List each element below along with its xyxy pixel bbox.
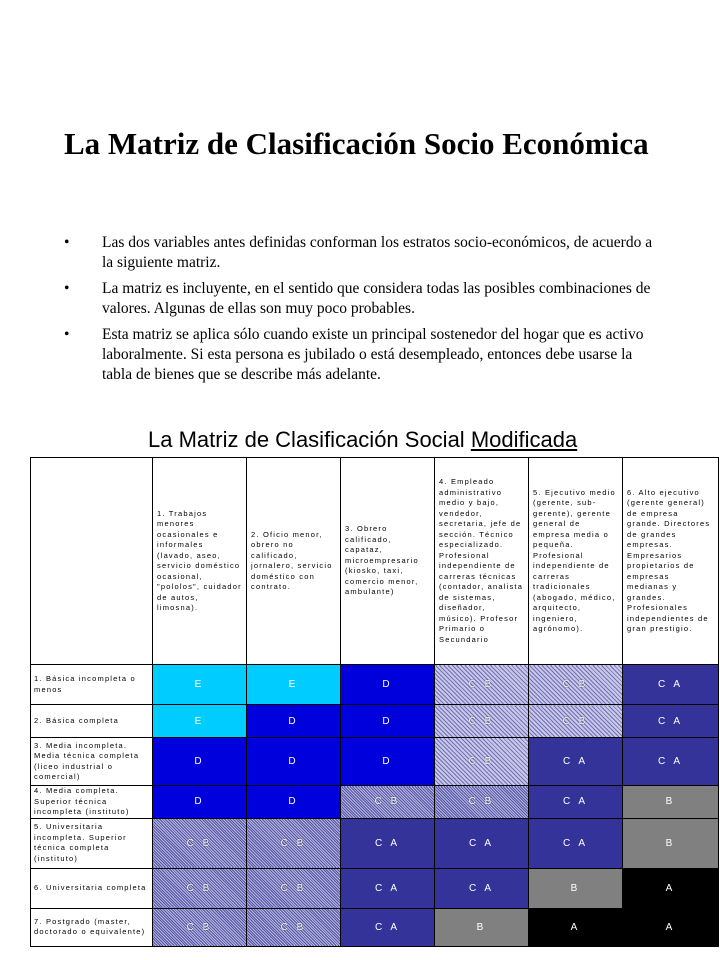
matrix-cell: C A — [529, 738, 623, 786]
matrix-header-row — [31, 458, 719, 665]
bullet-text: La matriz es incluyente, en el sentido que considera todas las posibles combinaciones de valores. Algunas de ellas son muy poco probables. — [102, 280, 651, 317]
matrix-cell: C B — [435, 665, 529, 705]
bullet-dot: • — [64, 280, 70, 297]
matrix-title-prefix: La Matriz de Clasificación Social — [148, 427, 471, 452]
occupation-header-1 — [153, 458, 247, 665]
matrix-cell: C B — [435, 738, 529, 786]
matrix-title-underlined: Modificada — [470, 427, 578, 452]
matrix-cell: C B — [435, 705, 529, 738]
matrix-cell: C A — [623, 738, 719, 786]
matrix-cell: C A — [341, 908, 435, 946]
matrix-cell: D — [153, 786, 247, 819]
bullet-item — [64, 325, 664, 385]
occupation-header-3 — [341, 458, 435, 665]
matrix-cell: C B — [247, 908, 341, 946]
matrix-cell: D — [341, 738, 435, 786]
matrix-cell: C B — [341, 786, 435, 819]
matrix-cell: C B — [247, 818, 341, 868]
matrix-cell: D — [341, 665, 435, 705]
education-row-5 — [31, 818, 719, 868]
matrix-cell: C A — [435, 818, 529, 868]
education-label: 6. Universitaria completa — [31, 868, 153, 908]
matrix-cell: C B — [529, 705, 623, 738]
matrix-cell: E — [153, 665, 247, 705]
matrix-cell: A — [623, 868, 719, 908]
education-label: 7. Postgrado (master, doctorado o equivalente) — [31, 908, 153, 946]
bullet-text: Esta matriz se aplica sólo cuando existe un principal sostenedor del hogar que es activo laboralmente. Si esta persona es jubilado o está desempleado, entonces debe usarse la tabla de bienes que se describe más adelante. — [102, 326, 644, 383]
matrix-cell: C B — [529, 665, 623, 705]
matrix-cell: A — [529, 908, 623, 946]
matrix-cell: B — [435, 908, 529, 946]
education-row-7 — [31, 908, 719, 946]
matrix-cell: A — [623, 908, 719, 946]
matrix-cell: C A — [435, 868, 529, 908]
matrix-cell: D — [247, 738, 341, 786]
education-row-1 — [31, 665, 719, 705]
occupation-label: 5. Ejecutivo medio (gerente, sub-gerente), gerente general de empresa media o pequeña. Profesional independiente de carreras tradicionales (abogado, médico, arquitecto, ingeniero, agrónomo). — [533, 487, 616, 633]
matrix-cell: C A — [623, 705, 719, 738]
matrix-cell: C A — [623, 665, 719, 705]
matrix-cell: E — [247, 665, 341, 705]
matrix-cell: C B — [153, 868, 247, 908]
matrix-cell: C A — [341, 868, 435, 908]
education-row-6 — [31, 868, 719, 908]
classification-matrix — [30, 457, 719, 947]
matrix-cell: B — [623, 818, 719, 868]
matrix-cell: E — [153, 705, 247, 738]
education-label: 2. Básica completa — [31, 705, 153, 738]
matrix-cell: B — [623, 786, 719, 819]
education-row-4 — [31, 786, 719, 819]
matrix-cell: C B — [247, 868, 341, 908]
bullet-item — [64, 279, 664, 319]
matrix-cell: C A — [341, 818, 435, 868]
education-label: 4. Media completa. Superior técnica incompleta (instituto) — [31, 786, 153, 819]
occupation-header-2 — [247, 458, 341, 665]
bullet-text: Las dos variables antes definidas conforman los estratos socio-económicos, de acuerdo a la siguiente matriz. — [102, 234, 653, 271]
matrix-cell: C A — [529, 786, 623, 819]
occupation-header-5 — [529, 458, 623, 665]
matrix-cell: D — [153, 738, 247, 786]
education-label: 1. Básica incompleta o menos — [31, 665, 153, 705]
matrix-cell: D — [341, 705, 435, 738]
occupation-label: 4. Empleado administrativo medio y bajo, vendedor, secretaria, jefe de sección. Técnico especializado. Profesional independiente de carreras técnicas (contador, analista de sistemas, diseñador, músico). Profesor Primario o Secundario — [439, 477, 524, 644]
occupation-header-4 — [435, 458, 529, 665]
occupation-label: 1. Trabajos menores ocasionales e informales (lavado, aseo, servicio doméstico ocasional, "pololos", cuidador de autos, limosna). — [157, 508, 242, 612]
occupation-header-6 — [623, 458, 719, 665]
matrix-cell: C B — [153, 818, 247, 868]
matrix-cell: B — [529, 868, 623, 908]
education-row-2 — [31, 705, 719, 738]
occupation-label: 2. Oficio menor, obrero no calificado, jornalero, servicio doméstico con contrato. — [251, 529, 333, 591]
education-row-3 — [31, 738, 719, 786]
occupation-label: 6. Alto ejecutivo (gerente general) de empresa grande. Directores de grandes empresas. Empresarios propietarios de empresas medianas y grandes. Profesionales independientes de gran prestigio. — [627, 487, 711, 633]
matrix-cell: D — [247, 705, 341, 738]
education-label: 5. Universitaria incompleta. Superior técnica completa (instituto) — [31, 818, 153, 868]
matrix-cell: C A — [529, 818, 623, 868]
bullet-list — [64, 233, 664, 391]
matrix-corner-cell — [31, 458, 153, 665]
education-label: 3. Media incompleta. Media técnica completa (liceo industrial o comercial) — [31, 738, 153, 786]
slide-title: La Matriz de Clasificación Socio Económica — [64, 126, 649, 161]
bullet-dot: • — [64, 234, 70, 251]
matrix-cell: D — [247, 786, 341, 819]
matrix-title — [148, 427, 577, 453]
bullet-dot: • — [64, 326, 70, 343]
matrix-cell: C B — [435, 786, 529, 819]
bullet-item — [64, 233, 664, 273]
matrix-cell: C B — [153, 908, 247, 946]
occupation-label: 3. Obrero calificado, capataz, microempresario (kiosko, taxi, comercio menor, ambulante) — [345, 524, 419, 597]
